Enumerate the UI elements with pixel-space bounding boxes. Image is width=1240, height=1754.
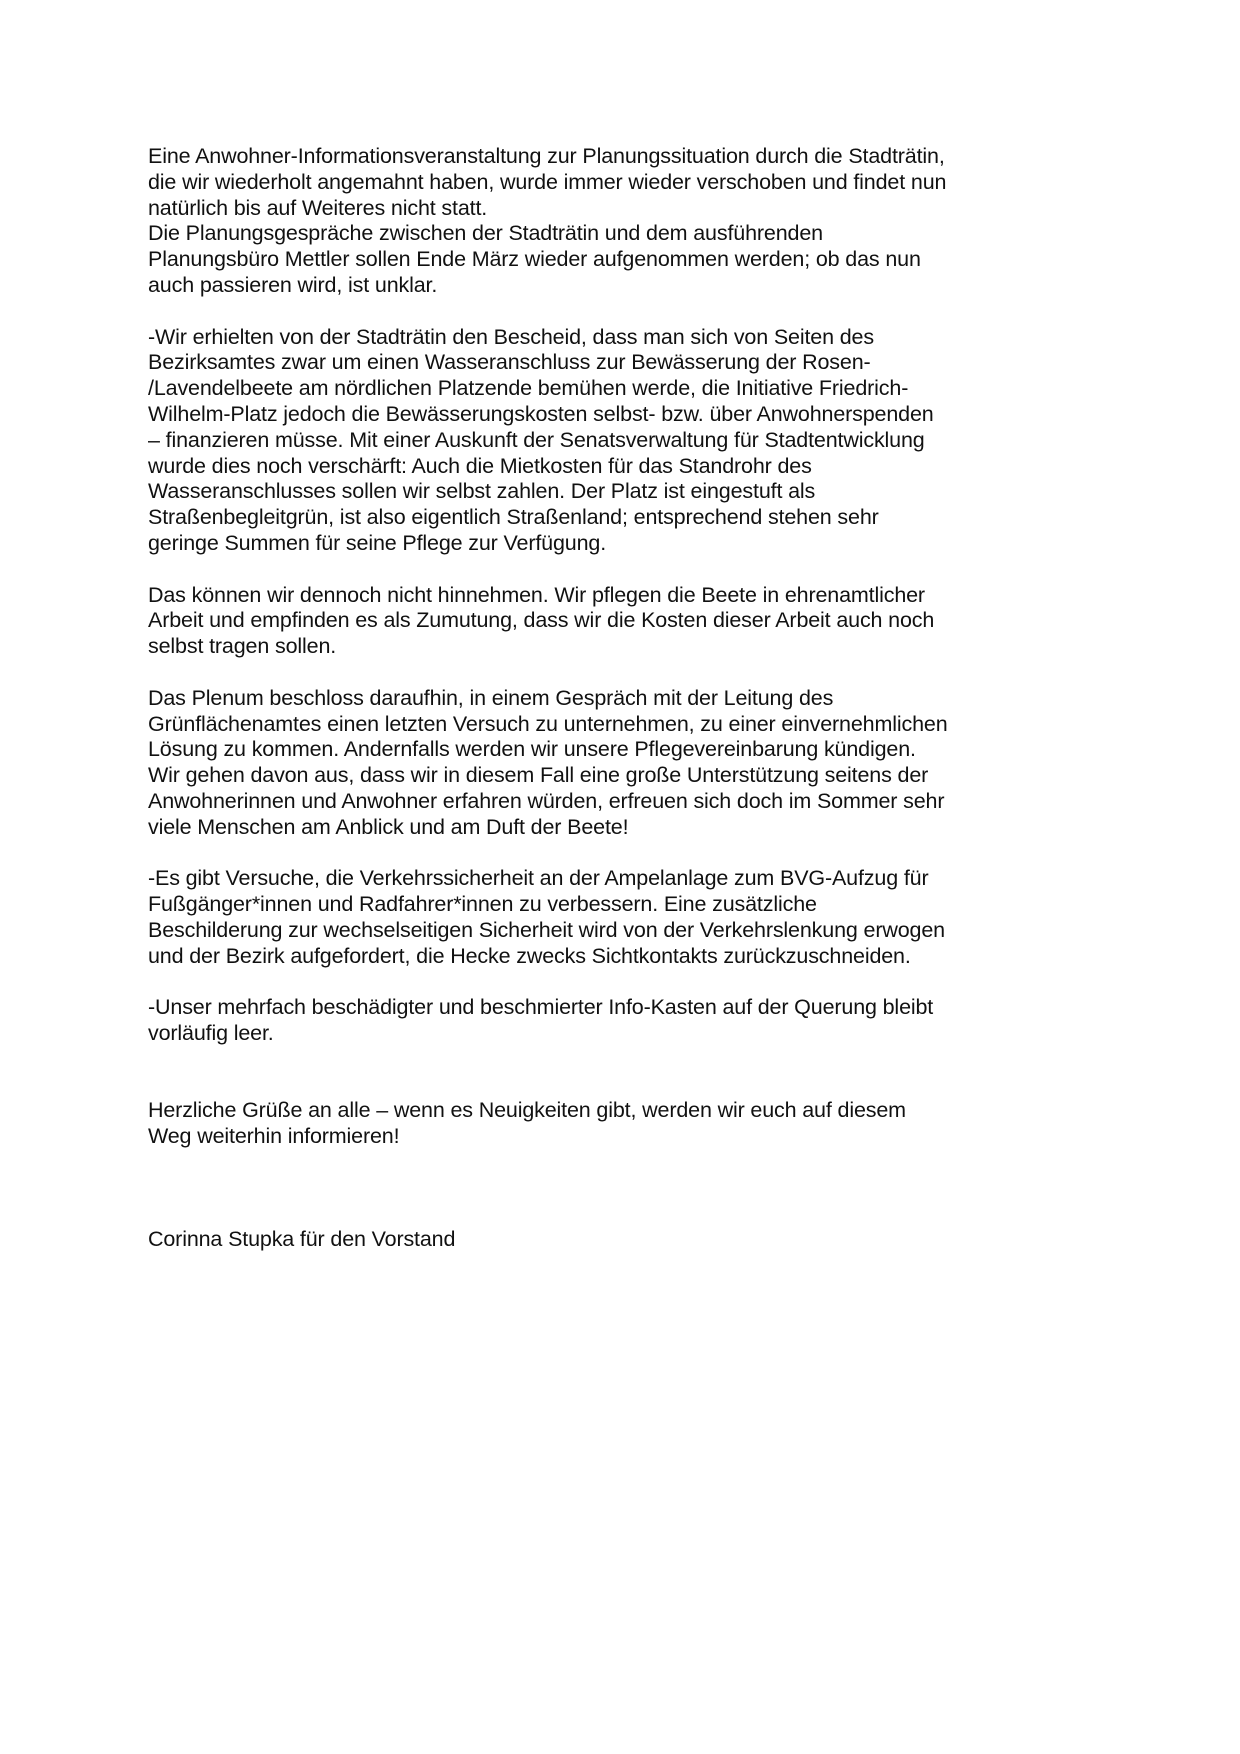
- text-line: -Es gibt Versuche, die Verkehrssicherheit an der Ampelanlage zum BVG-Aufzug für: [148, 866, 929, 891]
- text-line: Wasseranschlusses sollen wir selbst zahlen. Der Platz ist eingestuft als: [148, 479, 816, 504]
- text-line: – finanzieren müsse. Mit einer Auskunft der Senatsverwaltung für Stadtentwicklung: [148, 427, 925, 452]
- text-line: Fußgänger*innen und Radfahrer*innen zu verbessern. Eine zusätzliche: [148, 892, 817, 917]
- paragraph-gap: [148, 1202, 1148, 1228]
- text-line: -Wir erhielten von der Stadträtin den Bescheid, dass man sich von Seiten des: [148, 324, 874, 349]
- text-line: vorläufig leer.: [148, 1021, 274, 1046]
- text-line: Lösung zu kommen. Andernfalls werden wir unsere Pflegevereinbarung kündigen.: [148, 737, 916, 762]
- paragraph-objection: [148, 583, 1148, 660]
- paragraph-gap: [148, 660, 1148, 686]
- paragraph-gap: [148, 1073, 1148, 1099]
- text-line: Planungsbüro Mettler sollen Ende März wieder aufgenommen werden; ob das nun: [148, 247, 921, 272]
- text-line: /Lavendelbeete am nördlichen Platzende bemühen werde, die Initiative Friedrich-: [148, 376, 909, 401]
- text-line: Die Planungsgespräche zwischen der Stadträtin und dem ausführenden: [148, 221, 823, 246]
- paragraph-gap: [148, 1176, 1148, 1202]
- paragraph-gap: [148, 841, 1148, 867]
- text-line: und der Bezirk aufgefordert, die Hecke zwecks Sichtkontakts zurückzuschneiden.: [148, 943, 911, 968]
- text-line: selbst tragen sollen.: [148, 634, 337, 659]
- text-line: Wilhelm-Platz jedoch die Bewässerungskosten selbst- bzw. über Anwohnerspenden: [148, 401, 934, 426]
- text-line: Wir gehen davon aus, dass wir in diesem Fall eine große Unterstützung seitens der: [148, 763, 929, 788]
- text-line: Das können wir dennoch nicht hinnehmen. Wir pflegen die Beete in ehrenamtlicher: [148, 582, 925, 607]
- text-line: Herzliche Grüße an alle – wenn es Neuigkeiten gibt, werden wir euch auf diesem: [148, 1098, 906, 1123]
- text-line: natürlich bis auf Weiteres nicht statt.: [148, 195, 488, 220]
- text-line: Anwohnerinnen und Anwohner erfahren würden, erfreuen sich doch im Sommer sehr: [148, 788, 945, 813]
- paragraph-gap: [148, 557, 1148, 583]
- text-line: Arbeit und empfinden es als Zumutung, dass wir die Kosten dieser Arbeit auch noch: [148, 608, 935, 633]
- closing-greeting: [148, 1098, 1148, 1150]
- paragraph-info-box: [148, 995, 1148, 1047]
- text-line: viele Menschen am Anblick und am Duft der Beete!: [148, 814, 629, 839]
- text-line: Das Plenum beschloss daraufhin, in einem Gespräch mit der Leitung des: [148, 685, 834, 710]
- paragraph-gap: [148, 299, 1148, 325]
- text-line: Grünflächenamtes einen letzten Versuch zu unternehmen, zu einer einvernehmlichen: [148, 711, 948, 736]
- text-line: auch passieren wird, ist unklar.: [148, 272, 438, 297]
- paragraph-traffic-safety: [148, 866, 1148, 969]
- paragraph-plenum: [148, 686, 1148, 841]
- text-line: Straßenbegleitgrün, ist also eigentlich Straßenland; entsprechend stehen sehr: [148, 505, 879, 530]
- text-line: wurde dies noch verschärft: Auch die Mietkosten für das Standrohr des: [148, 453, 812, 478]
- paragraph-water-connection: [148, 325, 1148, 557]
- text-line: Eine Anwohner-Informationsveranstaltung zur Planungssituation durch die Stadträtin,: [148, 144, 945, 168]
- paragraph-gap: [148, 970, 1148, 996]
- paragraph-gap: [148, 1047, 1148, 1073]
- text-line: Weg weiterhin informieren!: [148, 1124, 400, 1149]
- document-page: [148, 144, 1148, 1253]
- paragraph-gap: [148, 1150, 1148, 1176]
- text-line: Beschilderung zur wechselseitigen Sicherheit wird von der Verkehrslenkung erwogen: [148, 917, 945, 942]
- text-line: die wir wiederholt angemahnt haben, wurde immer wieder verschoben und findet nun: [148, 169, 947, 194]
- text-line: -Unser mehrfach beschädigter und beschmierter Info-Kasten auf der Querung bleibt: [148, 995, 934, 1020]
- paragraph-planning: [148, 144, 1148, 299]
- text-line: Bezirksamtes zwar um einen Wasseranschluss zur Bewässerung der Rosen-: [148, 350, 871, 375]
- text-line: geringe Summen für seine Pflege zur Verfügung.: [148, 530, 607, 555]
- signature: Corinna Stupka für den Vorstand: [148, 1227, 456, 1252]
